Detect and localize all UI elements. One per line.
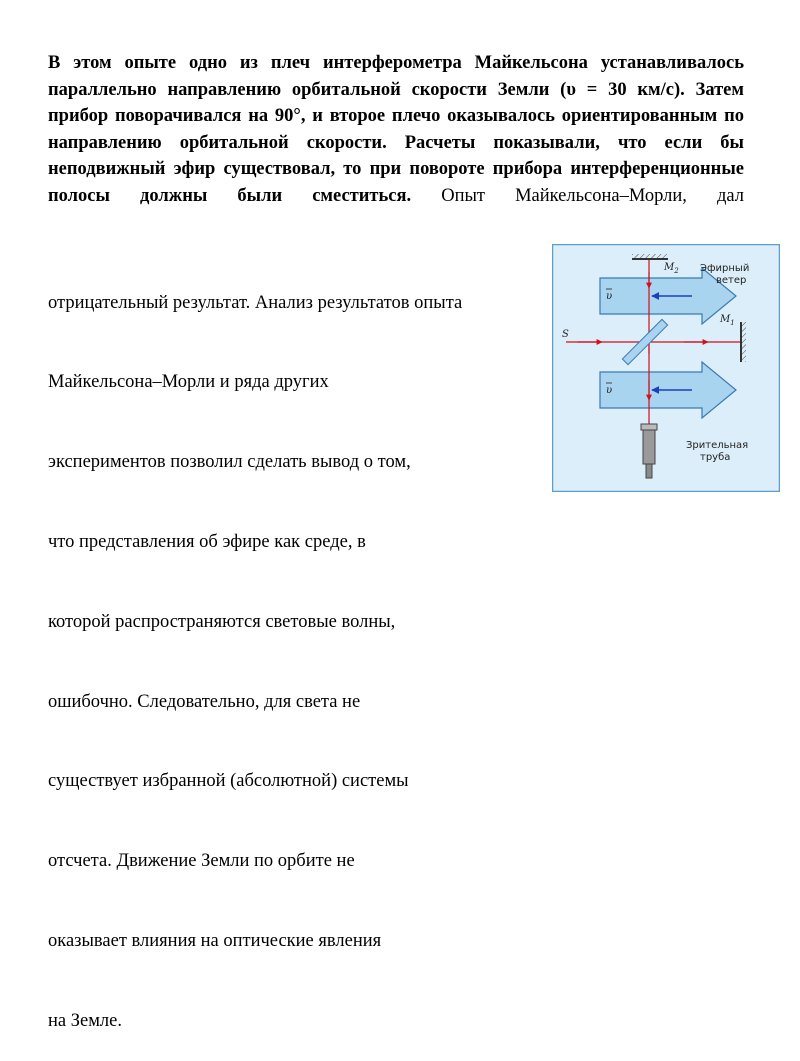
m1-label: $M_1$ (720, 314, 735, 327)
interferometer-diagram (552, 244, 780, 492)
telescope-label-line2: труба (700, 452, 731, 463)
telescope-top (641, 424, 657, 430)
text-line: экспериментов позволил сделать вывод о том, (48, 452, 411, 473)
text-line: которой распространяются световые волны, (48, 611, 396, 632)
text-line: оказывает влияния на оптические явления (48, 930, 382, 951)
text-line: отрицательный результат. Анализ результатов опыта (48, 292, 463, 313)
mirror-m2-hatch (632, 254, 668, 258)
text-line: ошибочно. Следовательно, для света не (48, 691, 361, 712)
continuation-text (48, 237, 462, 1061)
text-line: существует избранной (абсолютной) системы (48, 771, 409, 792)
telescope-label-line1: Зрительная (686, 440, 749, 451)
mirror-m1-hatch (742, 322, 746, 362)
text-line: отсчета. Движение Земли по орбите не (48, 851, 355, 872)
source-label: S (562, 329, 569, 340)
text-line: на Земле. (48, 1010, 122, 1031)
bold-text: В этом опыте одно из плеч интерферометра Майкельсона устанавливалось параллельно направлению орбитальной скорости Земли (υ = 30 км/с). Затем прибор поворачивался на 90°, и второе плечо оказывалось ориентированным по направлению орбитальной скорости. Расчеты показывали, что если бы неподвижный эфир существовал, то при повороте прибора интерференционные полосы должны были сместиться. (48, 53, 744, 206)
m2-label: $M_2$ (664, 262, 679, 275)
interferometer-figure (552, 244, 780, 492)
telescope-body (643, 430, 655, 464)
main-paragraph (48, 50, 744, 210)
ether-wind-label-line2: ветер (716, 275, 747, 286)
plain-text: Опыт Майкельсона–Морли, дал (411, 185, 744, 206)
ether-wind-label-line1: Эфирный (700, 263, 750, 274)
text-line: что представления об эфире как среде, в (48, 532, 366, 553)
telescope-eyepiece (646, 464, 652, 478)
velocity-label-upper: υ (606, 291, 613, 302)
text-line: Майкельсона–Морли и ряда других (48, 372, 329, 393)
velocity-label-lower: υ (606, 385, 613, 396)
